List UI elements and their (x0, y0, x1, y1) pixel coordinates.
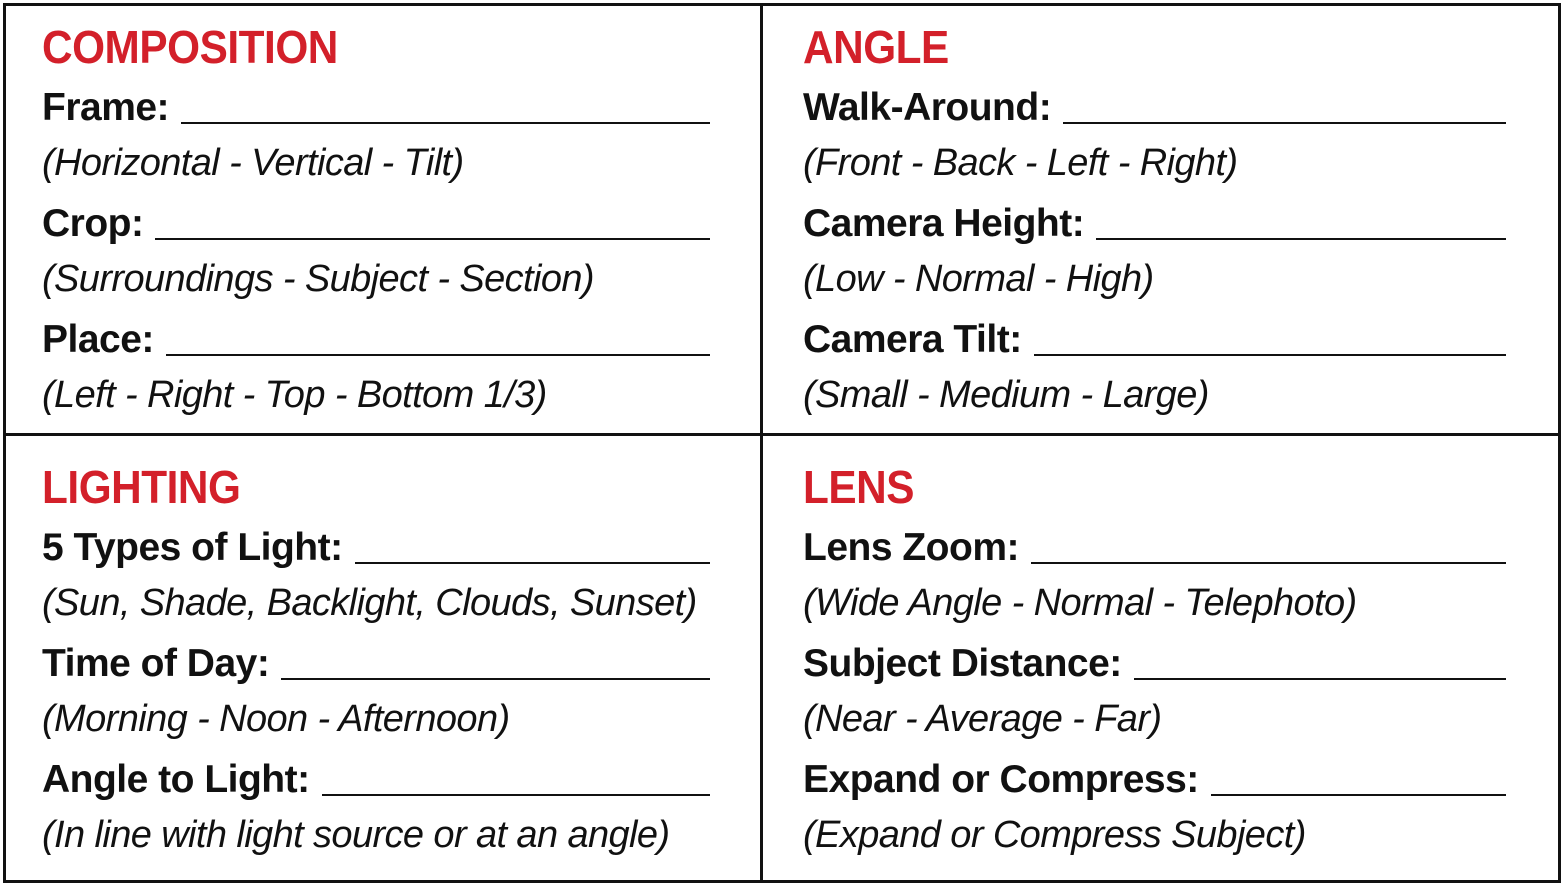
field-label-frame: Frame: (42, 86, 170, 129)
field-blank-expand-or-compress[interactable] (1211, 794, 1506, 796)
field-camera-tilt (803, 308, 1558, 366)
field-expand-or-compress (803, 748, 1558, 806)
field-blank-place[interactable] (166, 354, 710, 356)
field-blank-angle-to-light[interactable] (322, 794, 710, 796)
field-label-subject-distance: Subject Distance: (803, 642, 1122, 685)
field-label-lens-zoom: Lens Zoom: (803, 526, 1019, 569)
field-options-types-of-light: (Sun, Shade, Backlight, Clouds, Sunset) (42, 582, 697, 624)
section-title-angle: ANGLE (803, 21, 949, 73)
field-label-camera-height: Camera Height: (803, 202, 1085, 245)
section-lens (763, 436, 1558, 880)
field-blank-lens-zoom[interactable] (1031, 562, 1506, 564)
field-blank-time-of-day[interactable] (281, 678, 710, 680)
field-options-frame: (Horizontal - Vertical - Tilt) (42, 142, 464, 184)
field-label-angle-to-light: Angle to Light: (42, 758, 310, 801)
field-options-walk-around: (Front - Back - Left - Right) (803, 142, 1238, 184)
section-composition (6, 6, 763, 436)
field-options-time-of-day: (Morning - Noon - Afternoon) (42, 698, 510, 740)
field-blank-frame[interactable] (181, 122, 710, 124)
section-angle (763, 6, 1558, 436)
field-options-camera-height: (Low - Normal - High) (803, 258, 1154, 300)
field-label-place: Place: (42, 318, 154, 361)
field-options-camera-tilt: (Small - Medium - Large) (803, 374, 1209, 416)
field-subject-distance (803, 632, 1558, 690)
field-camera-height (803, 192, 1558, 250)
field-crop (42, 192, 760, 250)
section-lighting (6, 436, 763, 880)
field-options-subject-distance: (Near - Average - Far) (803, 698, 1162, 740)
field-options-place: (Left - Right - Top - Bottom 1/3) (42, 374, 547, 416)
field-label-walk-around: Walk-Around: (803, 86, 1052, 129)
field-lens-zoom (803, 516, 1558, 574)
field-options-expand-or-compress: (Expand or Compress Subject) (803, 814, 1306, 856)
field-frame (42, 76, 760, 134)
field-blank-camera-height[interactable] (1096, 238, 1506, 240)
field-label-time-of-day: Time of Day: (42, 642, 270, 685)
field-options-crop: (Surroundings - Subject - Section) (42, 258, 594, 300)
field-blank-types-of-light[interactable] (355, 562, 710, 564)
field-angle-to-light (42, 748, 760, 806)
section-title-lighting: LIGHTING (42, 461, 241, 513)
field-blank-crop[interactable] (155, 238, 710, 240)
field-blank-subject-distance[interactable] (1134, 678, 1506, 680)
photo-checklist-grid (3, 3, 1561, 883)
field-types-of-light (42, 516, 760, 574)
field-label-crop: Crop: (42, 202, 144, 245)
field-place (42, 308, 760, 366)
field-options-lens-zoom: (Wide Angle - Normal - Telephoto) (803, 582, 1357, 624)
field-time-of-day (42, 632, 760, 690)
field-walk-around (803, 76, 1558, 134)
field-label-expand-or-compress: Expand or Compress: (803, 758, 1199, 801)
field-options-angle-to-light: (In line with light source or at an angle) (42, 814, 670, 856)
field-blank-camera-tilt[interactable] (1034, 354, 1506, 356)
section-title-composition: COMPOSITION (42, 21, 338, 73)
field-blank-walk-around[interactable] (1063, 122, 1506, 124)
field-label-camera-tilt: Camera Tilt: (803, 318, 1022, 361)
section-title-lens: LENS (803, 461, 915, 513)
field-label-types-of-light: 5 Types of Light: (42, 526, 343, 569)
